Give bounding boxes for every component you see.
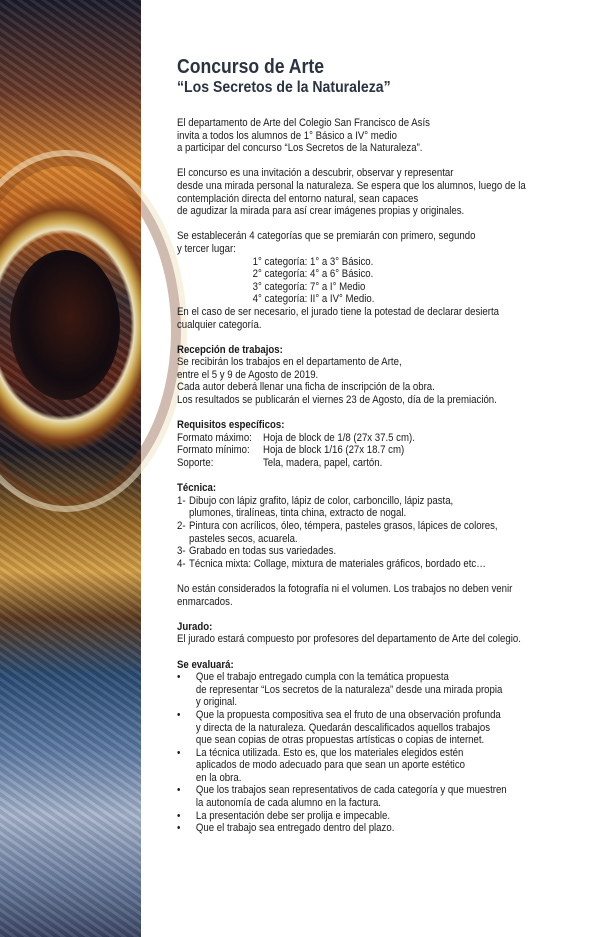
list-item [177,784,597,809]
page-title: Concurso de Arte [177,56,325,78]
decorative-art-image [0,0,141,937]
item-number: 3- [177,545,186,558]
list-item [177,822,597,835]
item-text: Pintura con acrílicos, óleo, témpera, pasteles grasos, lápices de colores, pasteles secos, acuarela. [189,520,498,545]
list-item [177,671,597,709]
description-paragraph: El concurso es una invitación a descubrir, observar y representar desde una mirada personal la naturaleza. Se espera que los alumnos, luego de la contemplación directa del entorno natural, sean capaces de agudizar la mirada para así crear imágenes propias y originales. [177,167,526,218]
requirement-value: Hoja de block de 1/8 (27x 37.5 cm). [263,431,415,444]
technique-heading: Técnica: [177,482,217,495]
categories-list [177,256,597,306]
bullet: • [177,746,181,759]
bullet: • [177,822,181,835]
evaluation-heading: Se evaluará: [177,658,234,671]
technique-list [177,495,597,571]
item-text: Que los trabajos sean representativos de cada categoría y que muestren la autonomía de cada alumno en la factura. [195,784,507,810]
item-text: La presentación debe ser prolija e impecable. [195,809,391,822]
document-text [177,117,597,835]
requirement-label: Soporte: [177,457,214,470]
list-item [177,747,597,785]
category-item: 2° categoría: 4° a 6° Básico. [252,268,374,281]
requirements-heading: Requisitos específicos: [177,419,285,432]
list-item [177,709,597,747]
category-item: 1° categoría: 1° a 3° Básico. [252,255,374,268]
intro-paragraph: El departamento de Arte del Colegio San Francisco de Asís invita a todos los alumnos de 1° Básico a IV° medio a participar del concurso “Los Secretos de la Naturaleza”. [177,117,430,155]
bullet: • [177,784,181,797]
item-text: Técnica mixta: Collage, mixtura de materiales gráficos, bordado etc… [189,557,486,570]
list-item [177,495,597,520]
item-number: 2- [177,520,186,532]
list-item [177,558,597,571]
requirement-row [177,444,597,457]
reception-heading: Recepción de trabajos: [177,343,283,356]
bullet: • [177,708,181,721]
item-number: 1- [177,494,186,507]
exclusion-note: No están considerados la fotografía ni el volumen. Los trabajos no deben venir enmarcados. [177,582,513,608]
reception-text: Se recibirán los trabajos en el departamento de Arte, entre el 5 y 9 de Agosto de 2019. Cada autor deberá llenar una ficha de inscripción de la obra. Los resultados se publicarán el viernes 23 de Agosto, día de la premiación. [177,356,497,407]
requirement-row [177,457,597,470]
item-text: Dibujo con lápiz grafito, lápiz de color, carboncillo, lápiz pasta, plumones, tiralíneas, tinta china, extracto de nogal. [189,494,454,520]
jury-heading: Jurado: [177,620,213,633]
categories-note: En el caso de ser necesario, el jurado tiene la potestad de declarar desierta cualquier categoría. [177,305,499,331]
requirement-value: Tela, madera, papel, cartón. [263,457,383,470]
requirement-row [177,432,597,445]
requirement-label: Formato máximo: [177,431,252,444]
item-text: Que la propuesta compositiva sea el fruto de una observación profunda y directa de la naturaleza. Quedarán descalificados aquellos trabajos que sean copias de otras propuestas artísticas o copias de internet. [195,708,501,747]
requirements-table [177,432,597,470]
list-item [177,545,597,558]
item-text: Grabado en todas sus variedades. [189,545,337,558]
item-number: 4- [177,557,186,570]
list-item [177,520,597,545]
page-subtitle: “Los Secretos de la Naturaleza” [177,79,391,96]
requirement-value: Hoja de block 1/16 (27x 18.7 cm) [263,444,405,457]
item-text: Que el trabajo sea entregado dentro del plazo. [195,822,395,835]
bullet: • [177,809,181,822]
jury-text: El jurado estará compuesto por profesores del departamento de Arte del colegio. [177,633,521,646]
category-item: 4° categoría: II° a IV° Medio. [252,293,375,306]
category-item: 3° categoría: 7° a I° Medio [252,280,366,293]
bullet: • [177,671,181,684]
requirement-label: Formato mínimo: [177,444,250,457]
categories-intro: Se establecerán 4 categorías que se premiarán con primero, segundo y tercer lugar: [177,230,476,255]
list-item [177,810,597,823]
evaluation-list [177,671,597,835]
item-text: La técnica utilizada. Esto es, que los materiales elegidos estén aplicados de modo adecuado para que sean un aporte estético en la obra. [195,746,465,784]
eye-pupil [10,250,120,400]
item-text: Que el trabajo entregado cumpla con la temática propuesta de representar “Los secretos de la naturaleza” desde una mirada propia y original. [195,671,503,709]
document-body [177,56,597,835]
